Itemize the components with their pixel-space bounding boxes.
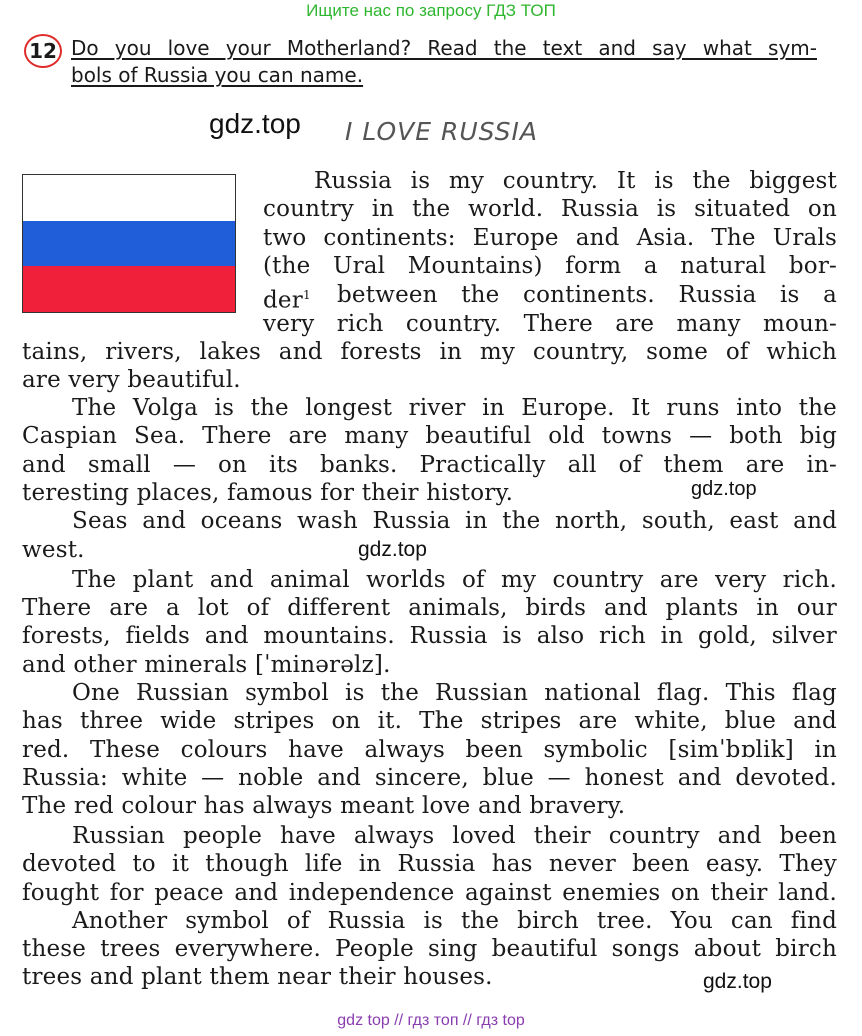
- task-line-1: Do you love your Motherland? Read the text and say what sym-: [71, 36, 817, 60]
- text-line: (the Ural Mountains) form a natural bor-: [263, 253, 837, 279]
- watermark: gdz.top: [209, 108, 301, 139]
- text-line: are very beautiful.: [22, 367, 241, 393]
- text-line: and small — on its banks. Practically all of them are in-: [22, 452, 837, 478]
- text-line: trees and plant them near their houses.: [22, 964, 493, 990]
- exercise-task: [71, 35, 817, 89]
- word-border: der: [263, 287, 303, 314]
- text-line: west.: [22, 537, 85, 563]
- text-line: Russia: white — noble and sincere, blue — honest and devoted.: [22, 765, 837, 791]
- text-line: forests, fields and mountains. Russia is also rich in gold, silver: [22, 623, 837, 649]
- footnote-mark: 1: [302, 288, 311, 302]
- text-line: country in the world. Russia is situated on: [263, 196, 837, 222]
- text-line: Russian people have always loved their country and been: [72, 823, 837, 849]
- text-line: and other minerals [ˈminərəlz].: [22, 652, 391, 678]
- exercise-number-badge: 12: [24, 34, 62, 68]
- text-line: The plant and animal worlds of my country are very rich.: [72, 567, 837, 593]
- text-title: I LOVE RUSSIA: [345, 117, 538, 146]
- text-line: has three wide stripes on it. The stripes are white, blue and: [22, 708, 837, 734]
- text-line: tains, rivers, lakes and forests in my country, some of which: [22, 339, 837, 365]
- text-line: Caspian Sea. There are many beautiful old towns — both big: [22, 423, 837, 449]
- watermark: gdz.top: [703, 970, 772, 993]
- flag-stripe-blue: [23, 221, 235, 267]
- text-line: Russia is my country. It is the biggest: [314, 168, 837, 194]
- text-line: devoted to it though life in Russia has never been easy. They: [22, 851, 837, 877]
- text-line: teresting places, famous for their history.: [22, 480, 514, 506]
- top-banner[interactable]: Ищите нас по запросу ГДЗ ТОП: [306, 1, 556, 20]
- russian-flag-image: [22, 174, 236, 313]
- text-line: these trees everywhere. People sing beautiful songs about birch: [22, 936, 837, 962]
- watermark: gdz.top: [358, 538, 427, 561]
- watermark: gdz.top: [691, 478, 757, 500]
- task-line-2: bols of Russia you can name.: [71, 63, 364, 87]
- text-line: very rich country. There are many moun-: [263, 311, 837, 337]
- text-line: Seas and oceans wash Russia in the north, south, east and: [72, 508, 837, 534]
- text-line: One Russian symbol is the Russian national flag. This flag: [72, 680, 837, 706]
- footer-links[interactable]: gdz top // гдз топ // гдз top: [337, 1012, 525, 1029]
- flag-stripe-white: [23, 175, 235, 221]
- text-line: Another symbol of Russia is the birch tree. You can find: [72, 908, 837, 934]
- text-line: The red colour has always meant love and bravery.: [22, 793, 626, 819]
- text-line: fought for peace and independence against enemies on their land.: [22, 880, 837, 906]
- text-line: between the continents. Russia is a: [337, 282, 837, 308]
- flag-stripe-red: [23, 266, 235, 312]
- text-line: The Volga is the longest river in Europe. It runs into the: [72, 395, 837, 421]
- text-line: red. These colours have always been symbolic [simˈbɒlik] in: [22, 737, 837, 763]
- text-line: There are a lot of different animals, birds and plants in our: [22, 595, 837, 621]
- text-line: two continents: Europe and Asia. The Urals: [263, 225, 837, 251]
